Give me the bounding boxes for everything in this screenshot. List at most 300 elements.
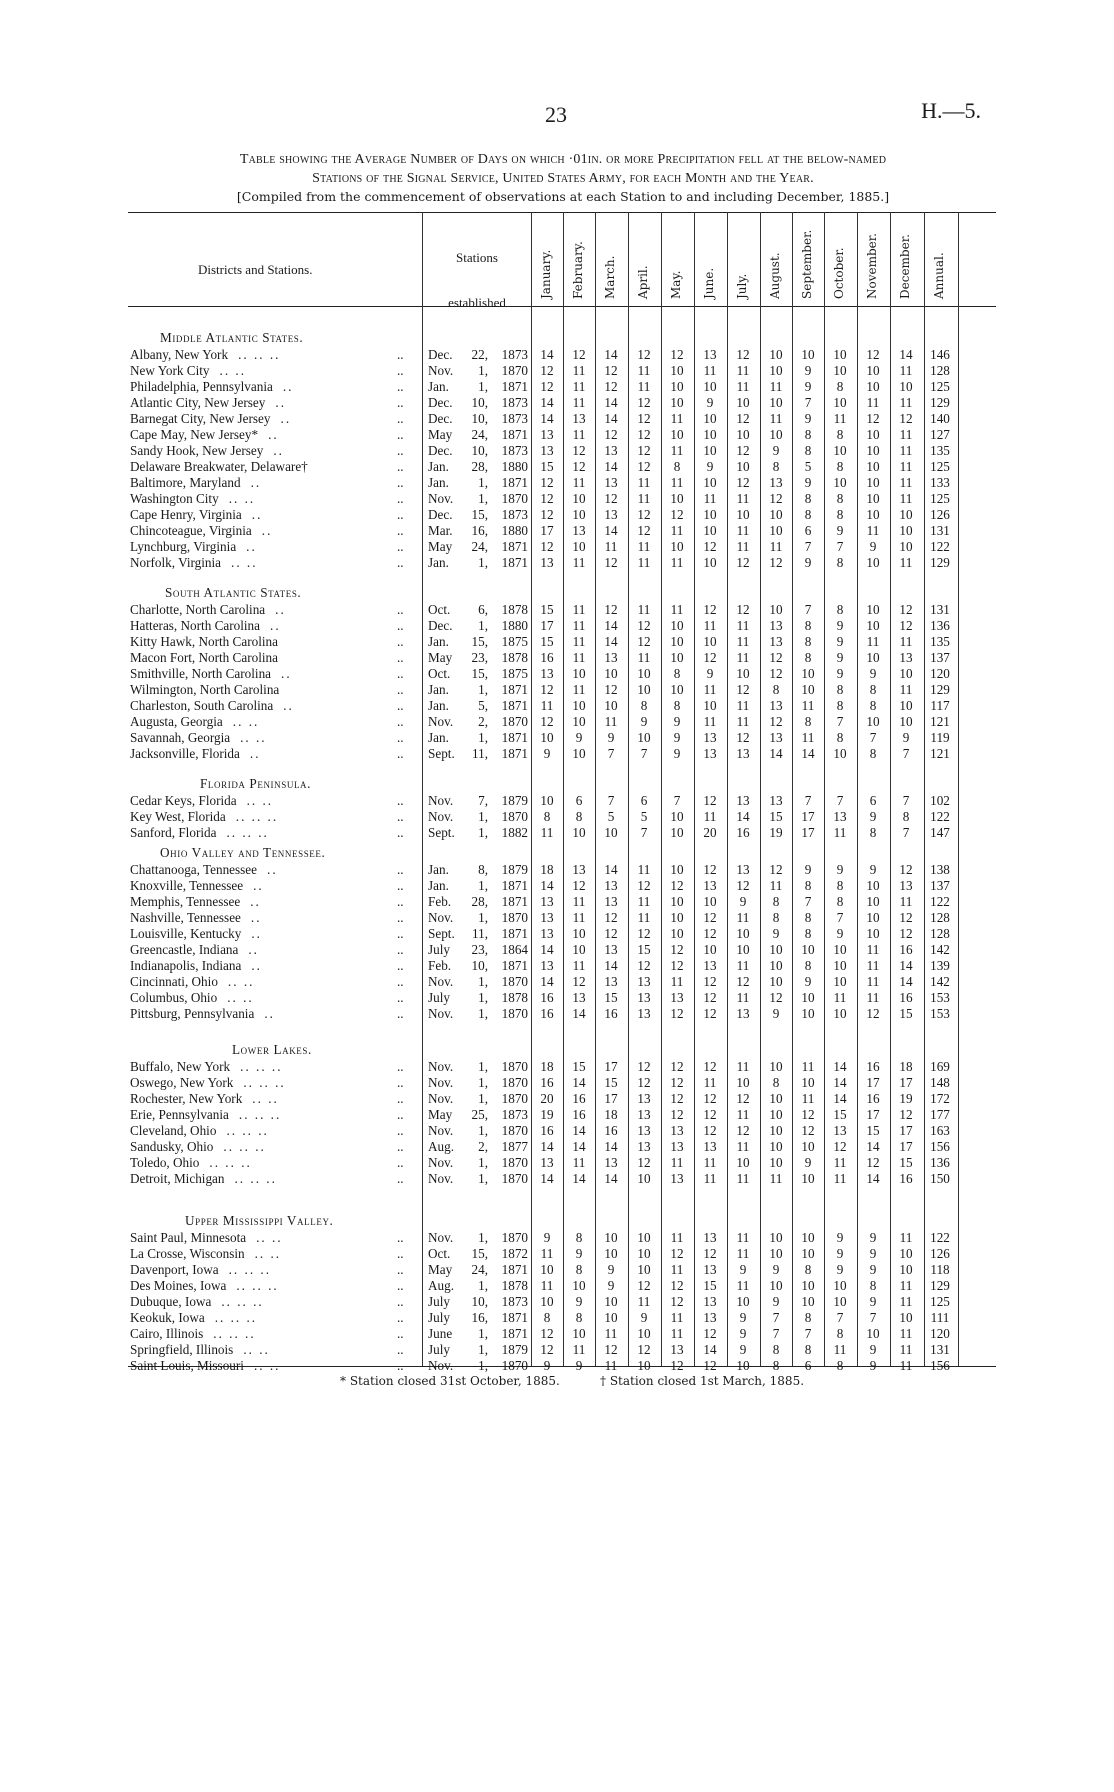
est-year: 1870 xyxy=(501,1123,528,1138)
month-value: 10 xyxy=(899,666,913,681)
month-value: 14 xyxy=(866,1171,880,1186)
month-value: 10 xyxy=(866,618,880,633)
month-value: 8 xyxy=(804,507,812,522)
month-value: 10 xyxy=(866,427,880,442)
annual-value: 136 xyxy=(930,1155,950,1170)
month-value: 14 xyxy=(833,1091,847,1106)
month-value: 16 xyxy=(572,1107,586,1122)
month-value: 10 xyxy=(670,618,684,633)
table-row xyxy=(0,1171,1114,1187)
month-value: 12 xyxy=(899,1107,913,1122)
month-value: 11 xyxy=(736,634,750,649)
month-value: 7 xyxy=(902,825,910,840)
month-value: 11 xyxy=(736,1230,750,1245)
month-value: 8 xyxy=(836,459,844,474)
leader-dots-end: .. xyxy=(397,974,404,989)
station-established xyxy=(428,650,531,666)
est-day: 10, xyxy=(471,443,488,458)
month-value: 12 xyxy=(736,1123,750,1138)
month-value: 13 xyxy=(670,990,684,1005)
month-value: 9 xyxy=(543,1230,551,1245)
table-row xyxy=(0,602,1114,618)
est-month: Nov. xyxy=(428,1006,454,1021)
station-name: Louisville, Kentucky xyxy=(130,926,242,941)
est-month: Nov. xyxy=(428,1230,454,1245)
leader-dots: .. .. xyxy=(228,491,256,506)
month-value: 9 xyxy=(706,666,714,681)
month-value: 10 xyxy=(670,910,684,925)
annual-value: 177 xyxy=(930,1107,950,1122)
station-name: Lynchburg, Virginia xyxy=(130,539,237,554)
month-value: 10 xyxy=(604,1294,618,1309)
leader-dots: .. xyxy=(275,395,286,410)
month-value: 12 xyxy=(540,539,554,554)
leader-dots: .. .. .. xyxy=(226,825,269,840)
station-name: La Crosse, Wisconsin xyxy=(130,1246,245,1261)
est-day: 1, xyxy=(478,1230,488,1245)
month-value: 14 xyxy=(572,1171,586,1186)
month-value: 14 xyxy=(604,395,618,410)
month-value: 17 xyxy=(899,1075,913,1090)
station-established xyxy=(428,862,531,878)
month-value: 15 xyxy=(866,1123,880,1138)
month-value: 19 xyxy=(769,825,783,840)
month-value: 12 xyxy=(769,491,783,506)
est-year: 1872 xyxy=(501,1246,528,1261)
leader-dots: .. .. .. xyxy=(234,1171,277,1186)
est-month: Sept. xyxy=(428,746,455,761)
station-established xyxy=(428,1107,531,1123)
month-value: 10 xyxy=(540,1294,554,1309)
est-month: Dec. xyxy=(428,411,453,426)
month-value: 8 xyxy=(836,1358,844,1373)
month-value: 13 xyxy=(736,862,750,877)
month-value: 17 xyxy=(801,809,815,824)
annual-value: 131 xyxy=(930,1342,950,1357)
header-established xyxy=(422,220,532,310)
month-value: 15 xyxy=(703,1278,717,1293)
month-value: 14 xyxy=(604,347,618,362)
annual-value: 156 xyxy=(930,1139,950,1154)
month-value: 11 xyxy=(899,491,913,506)
month-value: 14 xyxy=(572,1139,586,1154)
month-value: 10 xyxy=(670,634,684,649)
month-value: 12 xyxy=(637,1075,651,1090)
station-established xyxy=(428,363,531,379)
table-row xyxy=(0,942,1114,958)
est-month: Nov. xyxy=(428,1075,454,1090)
table-row xyxy=(0,539,1114,555)
month-value: 11 xyxy=(899,395,913,410)
month-value: 18 xyxy=(540,1059,554,1074)
month-value: 11 xyxy=(703,363,717,378)
month-value: 10 xyxy=(801,1294,815,1309)
month-value: 10 xyxy=(604,698,618,713)
table-row xyxy=(0,1262,1114,1278)
table-row xyxy=(0,862,1114,878)
est-day: 1, xyxy=(478,475,488,490)
station-established xyxy=(428,666,531,682)
month-value: 9 xyxy=(869,1230,877,1245)
leader-dots-end: .. xyxy=(397,1155,404,1170)
month-value: 12 xyxy=(703,1091,717,1106)
month-value: 10 xyxy=(604,1246,618,1261)
station-name: Augusta, Georgia xyxy=(130,714,223,729)
month-value: 11 xyxy=(866,958,880,973)
month-value: 9 xyxy=(836,1262,844,1277)
month-value: 10 xyxy=(572,942,586,957)
month-value: 8 xyxy=(804,910,812,925)
month-value: 17 xyxy=(899,1139,913,1154)
month-value: 13 xyxy=(670,1342,684,1357)
header-month-7 xyxy=(760,220,792,305)
month-value: 14 xyxy=(604,618,618,633)
leader-dots-end: .. xyxy=(397,1123,404,1138)
month-value: 8 xyxy=(673,666,681,681)
month-value: 13 xyxy=(637,974,651,989)
month-value: 10 xyxy=(833,746,847,761)
leader-dots-end: .. xyxy=(397,1278,404,1293)
month-value: 11 xyxy=(670,555,684,570)
month-value: 12 xyxy=(769,555,783,570)
month-value: 10 xyxy=(866,714,880,729)
leader-dots-end: .. xyxy=(397,602,404,617)
month-value: 12 xyxy=(670,878,684,893)
est-day: 10, xyxy=(471,395,488,410)
month-value: 11 xyxy=(670,602,684,617)
month-value: 12 xyxy=(540,379,554,394)
est-month: Oct. xyxy=(428,602,451,617)
station-established xyxy=(428,793,531,809)
leader-dots: .. xyxy=(253,878,264,893)
leader-dots-end: .. xyxy=(397,523,404,538)
month-value: 10 xyxy=(703,523,717,538)
month-value: 14 xyxy=(604,411,618,426)
station-name: Cape Henry, Virginia xyxy=(130,507,242,522)
month-value: 8 xyxy=(673,698,681,713)
month-value: 9 xyxy=(575,1358,583,1373)
month-value: 5 xyxy=(607,809,615,824)
month-value: 9 xyxy=(772,1262,780,1277)
month-value: 13 xyxy=(703,347,717,362)
leader-dots-end: .. xyxy=(397,379,404,394)
est-year: 1873 xyxy=(501,395,528,410)
month-value: 16 xyxy=(899,990,913,1005)
leader-dots: .. xyxy=(280,411,292,426)
annual-value: 153 xyxy=(930,990,950,1005)
leader-dots: .. .. xyxy=(240,730,267,745)
est-month: Dec. xyxy=(428,395,453,410)
month-value: 11 xyxy=(769,539,783,554)
month-value: 12 xyxy=(637,1059,651,1074)
month-value: 12 xyxy=(637,347,651,362)
month-value: 11 xyxy=(540,698,554,713)
table-row xyxy=(0,1294,1114,1310)
table-row xyxy=(0,634,1114,650)
table-title xyxy=(128,150,998,188)
leader-dots: .. .. xyxy=(219,363,246,378)
month-value: 11 xyxy=(572,634,586,649)
est-day: 1, xyxy=(478,1155,488,1170)
station-name: Des Moines, Iowa xyxy=(130,1278,227,1293)
month-value: 8 xyxy=(575,1230,583,1245)
table-row xyxy=(0,926,1114,942)
station-name: Memphis, Tennessee xyxy=(130,894,241,909)
station-name: New York City xyxy=(130,363,210,378)
month-value: 14 xyxy=(866,1139,880,1154)
month-value: 12 xyxy=(769,990,783,1005)
station-established xyxy=(428,347,531,363)
month-value: 10 xyxy=(899,698,913,713)
est-year: 1875 xyxy=(501,634,528,649)
table-row xyxy=(0,443,1114,459)
month-value: 7 xyxy=(772,1310,780,1325)
month-value: 10 xyxy=(769,602,783,617)
month-value: 13 xyxy=(736,1006,750,1021)
month-value: 10 xyxy=(736,1358,750,1373)
month-value: 8 xyxy=(869,682,877,697)
month-value: 13 xyxy=(637,1091,651,1106)
station-established xyxy=(428,395,531,411)
month-value: 12 xyxy=(670,347,684,362)
month-value: 10 xyxy=(866,459,880,474)
month-value: 13 xyxy=(637,1006,651,1021)
month-value: 16 xyxy=(736,825,750,840)
month-value: 8 xyxy=(869,1278,877,1293)
month-value: 8 xyxy=(836,379,844,394)
est-month: Nov. xyxy=(428,491,454,506)
station-established xyxy=(428,555,531,571)
est-month: Nov. xyxy=(428,1091,454,1106)
month-value: 10 xyxy=(637,1230,651,1245)
month-value: 17 xyxy=(604,1091,618,1106)
month-value: 12 xyxy=(769,714,783,729)
est-year: 1870 xyxy=(501,1091,528,1106)
month-value: 11 xyxy=(736,1246,750,1261)
est-day: 10, xyxy=(471,1294,488,1309)
month-value: 8 xyxy=(836,507,844,522)
month-value: 10 xyxy=(866,650,880,665)
station-established xyxy=(428,618,531,634)
month-value: 13 xyxy=(637,1139,651,1154)
leader-dots: .. .. .. xyxy=(238,1107,282,1122)
month-value: 14 xyxy=(540,395,554,410)
leader-dots-end: .. xyxy=(397,1230,404,1245)
est-year: 1871 xyxy=(501,926,528,941)
month-value: 10 xyxy=(899,507,913,522)
est-day: 22, xyxy=(471,347,488,362)
month-value: 9 xyxy=(706,395,714,410)
month-value: 11 xyxy=(670,475,684,490)
month-value: 11 xyxy=(637,379,651,394)
month-value: 10 xyxy=(769,1246,783,1261)
leader-dots: .. .. xyxy=(227,974,255,989)
month-value: 8 xyxy=(640,698,648,713)
station-established xyxy=(428,825,531,841)
est-day: 1, xyxy=(478,555,488,570)
month-value: 10 xyxy=(866,894,880,909)
month-value: 14 xyxy=(604,459,618,474)
month-value: 12 xyxy=(703,862,717,877)
month-value: 10 xyxy=(866,379,880,394)
month-value: 8 xyxy=(869,746,877,761)
leader-dots-end: .. xyxy=(397,1342,404,1357)
est-year: 1870 xyxy=(501,1059,528,1074)
annual-value: 119 xyxy=(930,730,950,745)
month-value: 12 xyxy=(637,1278,651,1293)
table-row xyxy=(0,809,1114,825)
month-value: 12 xyxy=(801,1123,815,1138)
est-day: 23, xyxy=(471,650,488,665)
header-month-label: July. xyxy=(735,273,749,299)
leader-dots-end: .. xyxy=(397,1294,404,1309)
month-value: 13 xyxy=(604,878,618,893)
est-month: Nov. xyxy=(428,793,454,808)
station-established xyxy=(428,910,531,926)
month-value: 10 xyxy=(899,1262,913,1277)
annual-value: 122 xyxy=(930,894,950,909)
table-row xyxy=(0,1091,1114,1107)
month-value: 13 xyxy=(604,1155,618,1170)
month-value: 12 xyxy=(540,363,554,378)
station-established xyxy=(428,1342,531,1358)
month-value: 14 xyxy=(604,862,618,877)
month-value: 13 xyxy=(637,990,651,1005)
leader-dots: .. xyxy=(281,666,292,681)
est-day: 1, xyxy=(478,1342,488,1357)
month-value: 9 xyxy=(804,363,812,378)
month-value: 11 xyxy=(703,1171,717,1186)
month-value: 12 xyxy=(769,666,783,681)
month-value: 10 xyxy=(670,379,684,394)
month-value: 11 xyxy=(604,1358,618,1373)
month-value: 11 xyxy=(572,894,586,909)
month-value: 11 xyxy=(736,1139,750,1154)
month-value: 12 xyxy=(866,411,880,426)
month-value: 15 xyxy=(637,942,651,957)
month-value: 12 xyxy=(540,475,554,490)
month-value: 15 xyxy=(604,1075,618,1090)
est-year: 1880 xyxy=(501,523,528,538)
month-value: 9 xyxy=(673,746,681,761)
table-row xyxy=(0,363,1114,379)
month-value: 9 xyxy=(836,618,844,633)
month-value: 11 xyxy=(540,1246,554,1261)
leader-dots-end: .. xyxy=(397,555,404,570)
month-value: 15 xyxy=(540,602,554,617)
est-day: 16, xyxy=(471,523,488,538)
month-value: 11 xyxy=(899,443,913,458)
month-value: 12 xyxy=(540,1342,554,1357)
month-value: 7 xyxy=(836,793,844,808)
annual-value: 129 xyxy=(930,555,950,570)
annual-value: 156 xyxy=(930,1358,950,1373)
header-month-label: February. xyxy=(571,241,585,299)
month-value: 10 xyxy=(769,1139,783,1154)
month-value: 11 xyxy=(899,682,913,697)
month-value: 15 xyxy=(769,809,783,824)
month-value: 18 xyxy=(540,862,554,877)
est-day: 24, xyxy=(471,427,488,442)
month-value: 10 xyxy=(801,1006,815,1021)
station-established xyxy=(428,523,531,539)
month-value: 13 xyxy=(540,926,554,941)
month-value: 8 xyxy=(869,698,877,713)
est-month: May xyxy=(428,427,453,442)
month-value: 6 xyxy=(575,793,583,808)
month-value: 10 xyxy=(703,411,717,426)
month-value: 9 xyxy=(869,1262,877,1277)
month-value: 10 xyxy=(703,379,717,394)
month-value: 12 xyxy=(670,1246,684,1261)
month-value: 9 xyxy=(543,1358,551,1373)
month-value: 12 xyxy=(736,1091,750,1106)
month-value: 14 xyxy=(540,942,554,957)
est-year: 1873 xyxy=(501,411,528,426)
month-value: 11 xyxy=(769,878,783,893)
month-value: 10 xyxy=(769,1091,783,1106)
est-day: 15, xyxy=(471,666,488,681)
station-established xyxy=(428,411,531,427)
month-value: 8 xyxy=(804,443,812,458)
annual-value: 126 xyxy=(930,1246,950,1261)
station-established xyxy=(428,602,531,618)
month-value: 9 xyxy=(804,862,812,877)
month-value: 9 xyxy=(869,809,877,824)
month-value: 8 xyxy=(836,1326,844,1341)
month-value: 12 xyxy=(637,523,651,538)
leader-dots-end: .. xyxy=(397,942,404,957)
month-value: 10 xyxy=(866,555,880,570)
station-name: Atlantic City, New Jersey xyxy=(130,395,266,410)
month-value: 10 xyxy=(833,443,847,458)
month-value: 12 xyxy=(604,1342,618,1357)
leader-dots: .. .. .. xyxy=(223,1139,266,1154)
month-value: 11 xyxy=(604,539,618,554)
month-value: 12 xyxy=(769,862,783,877)
month-value: 14 xyxy=(833,1075,847,1090)
month-value: 14 xyxy=(899,958,913,973)
leader-dots-end: .. xyxy=(397,793,404,808)
station-name: Smithville, North Carolina xyxy=(130,666,272,681)
leader-dots-end: .. xyxy=(397,1310,404,1325)
header-month-2 xyxy=(595,220,627,305)
section-title: Middle Atlantic States. xyxy=(160,330,304,345)
table-row xyxy=(0,1342,1114,1358)
table-row xyxy=(0,746,1114,762)
month-value: 11 xyxy=(736,379,750,394)
month-value: 9 xyxy=(836,926,844,941)
est-day: 2, xyxy=(478,1139,488,1154)
month-value: 11 xyxy=(736,698,750,713)
header-month-label: August. xyxy=(768,252,782,299)
month-value: 13 xyxy=(769,618,783,633)
month-value: 10 xyxy=(736,1075,750,1090)
annual-value: 122 xyxy=(930,1230,950,1245)
leader-dots-end: .. xyxy=(397,958,404,973)
month-value: 9 xyxy=(772,1006,780,1021)
header-month-label: Annual. xyxy=(932,252,946,299)
month-value: 12 xyxy=(637,395,651,410)
header-month-label: January. xyxy=(539,249,553,299)
leader-dots: .. xyxy=(248,942,259,957)
month-value: 13 xyxy=(540,958,554,973)
month-value: 12 xyxy=(604,926,618,941)
month-value: 12 xyxy=(703,650,717,665)
est-day: 1, xyxy=(478,1171,488,1186)
month-value: 11 xyxy=(866,990,880,1005)
month-value: 12 xyxy=(572,443,586,458)
